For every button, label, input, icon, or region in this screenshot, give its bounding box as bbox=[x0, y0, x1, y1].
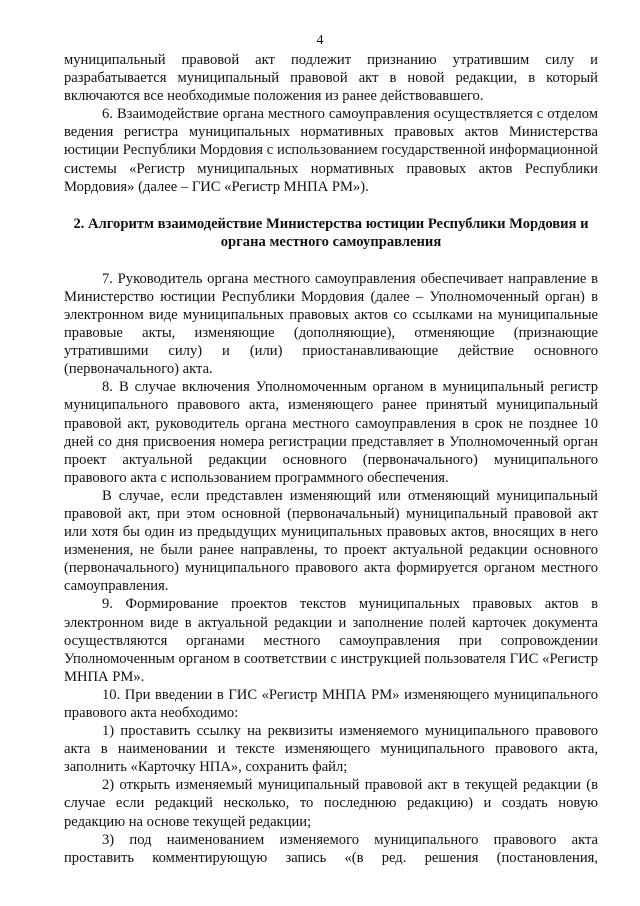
paragraph-10-item-1: 1) проставить ссылку на реквизиты изменяемого муниципального правового акта в наименовании и тексте изменяющего муниципального правового акта, заполнить «Карточку НПА», сохранить файл; bbox=[64, 723, 598, 776]
section-heading: 2. Алгоритм взаимодействие Министерства юстиции Республики Мордовия и органа местного самоуправления bbox=[73, 215, 589, 250]
page-number: 4 bbox=[316, 33, 324, 48]
paragraph-continuation: муниципальный правовой акт подлежит признанию утратившим силу и разрабатывается муниципальный правовой акт в новой редакции, в который включаются все необходимые положения из ранее действовавшего. bbox=[64, 52, 598, 105]
paragraph-9: 9. Формирование проектов текстов муниципальных правовых актов в электронном виде в актуальной редакции и заполнение полей карточек документа осуществляются органами местного самоуправления при сопровождении Уполномоченным органом в соответствии с инструкцией пользователя ГИС «Регистр МНПА РМ». bbox=[64, 596, 598, 685]
paragraph-10-item-3: 3) под наименованием изменяемого муниципального правового акта проставить комментирующую запись «(в ред. решения (постановления, bbox=[64, 831, 598, 866]
document-body bbox=[64, 51, 598, 867]
paragraph-8-continued: В случае, если представлен изменяющий или отменяющий муниципальный правовой акт, при этом основной (первоначальный) муниципальный правовой акт или хотя бы один из предыдущих муниципальных правовых актов, вносящих в него изменения, не были ранее направлены, то проект актуальной редакции основного (первоначального) муниципального правового акта формируется органом местного самоуправления. bbox=[64, 487, 598, 595]
paragraph-6: 6. Взаимодействие органа местного самоуправления осуществляется с отделом ведения регистра муниципальных нормативных правовых актов Министерства юстиции Республики Мордовия с использованием государственной информационной системы «Регистр муниципальных нормативных правовых актов Республики Мордовия» (далее – ГИС «Регистр МНПА РМ»). bbox=[64, 106, 598, 195]
paragraph-7: 7. Руководитель органа местного самоуправления обеспечивает направление в Министерство юстиции Республики Мордовия (далее – Уполномоченный орган) в электронном виде муниципальных правовых актов со ссылками на муниципальные правовые акты, изменяющие (дополняющие), отменяющие (признающие утратившими силу) и (или) приостанавливающие действие основного (первоначального) акта. bbox=[64, 270, 598, 378]
paragraph-10-item-2: 2) открыть изменяемый муниципальный правовой акт в текущей редакции (в случае если редакций несколько, то последнюю редакцию) и создать новую редакцию на основе текущей редакции; bbox=[64, 777, 598, 830]
paragraph-8: 8. В случае включения Уполномоченным органом в муниципальный регистр муниципального правового акта, изменяющего ранее принятый муниципальный правовой акт, руководитель органа местного самоуправления в срок не позднее 10 дней со дня присвоения номера регистрации представляет в Уполномоченный орган проект актуальной редакции основного (первоначального) муниципального правового акта с использованием программного обеспечения. bbox=[64, 379, 598, 486]
paragraph-10: 10. При введении в ГИС «Регистр МНПА РМ» изменяющего муниципального правового акта необходимо: bbox=[64, 686, 598, 721]
